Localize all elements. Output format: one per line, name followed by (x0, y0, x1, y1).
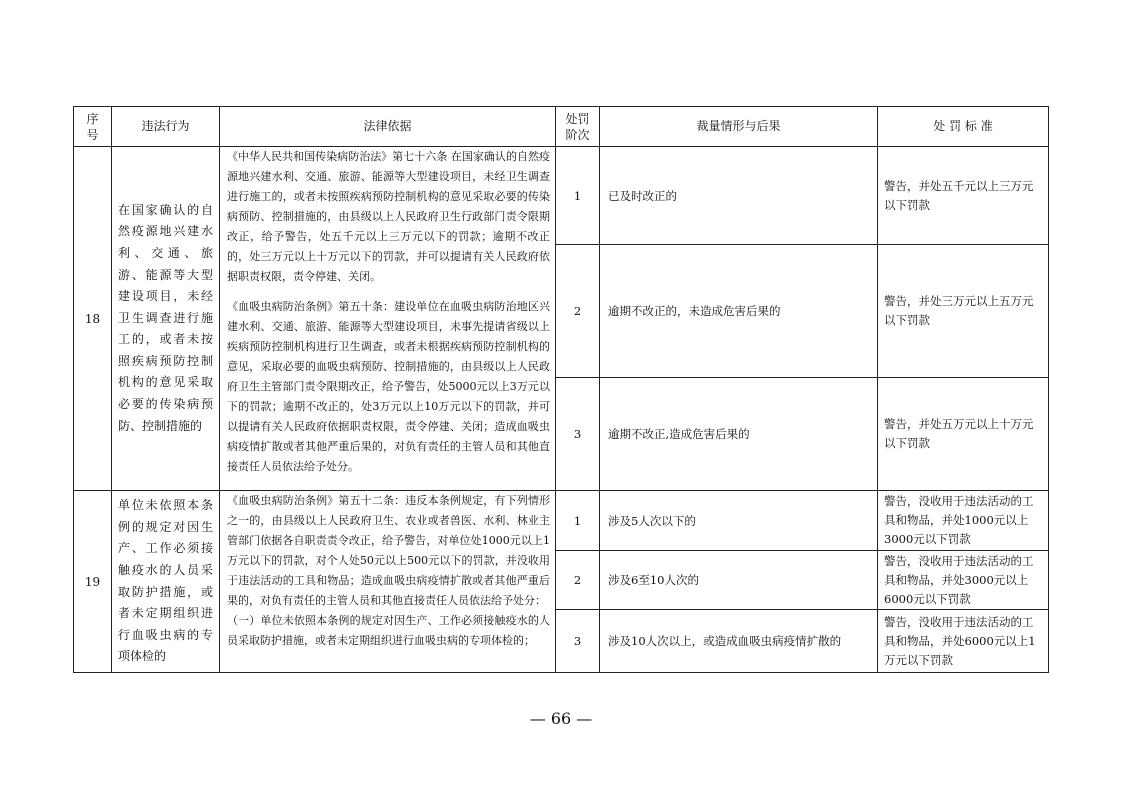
header-seq: 序号 (74, 107, 112, 147)
violation-behavior: 在国家确认的自然疫源地兴建水利、交通、旅游、能源等大型建设项目，未经卫生调查进行施工的，或者未按照疾病预防控制机构的意见采取必要的传染病预防、控制措施的 (112, 147, 220, 491)
legal-basis (220, 491, 556, 673)
penalty-level: 2 (556, 551, 600, 610)
circumstance: 涉及10人次以上，或造成血吸虫病疫情扩散的 (600, 610, 878, 673)
penalty-standard: 警告，没收用于违法活动的工具和物品，并处6000元以上1万元以下罚款 (878, 610, 1049, 673)
header-behavior: 违法行为 (112, 107, 220, 147)
row-seq: 18 (74, 147, 112, 491)
penalty-standard: 警告，并处五万元以上十万元以下罚款 (878, 378, 1049, 491)
penalty-standard: 警告，没收用于违法活动的工具和物品，并处1000元以上3000元以下罚款 (878, 491, 1049, 551)
penalty-level: 1 (556, 491, 600, 551)
penalty-standard: 警告，并处三万元以上五万元以下罚款 (878, 245, 1049, 378)
header-standard: 处 罚 标 准 (878, 107, 1049, 147)
row-seq: 19 (74, 491, 112, 673)
law-paragraph: 《血吸虫病防治条例》第五十条：建设单位在血吸虫病防治地区兴建水利、交通、旅游、能源等大型建设项目，未事先提请省级以上疾病预防控制机构进行卫生调查，或者未根据疾病预防控制机构的意见，采取必要的血吸虫病预防、控制措施的，由县级以上人民政府卫生主管部门责令限期改正，给予警告，处5000元以上3万元以下的罚款；逾期不改正的，处3万元以上10万元以下的罚款，并可以提请有关人民政府依据职责权限，责令停建、关闭；造成血吸虫病疫情扩散或者其他严重后果的，对负有责任的主管人员和其他直接责任人员依法给予处分。 (227, 300, 550, 473)
table-row (74, 147, 1049, 245)
header-law: 法律依据 (220, 107, 556, 147)
header-level: 处罚阶次 (556, 107, 600, 147)
circumstance: 已及时改正的 (600, 147, 878, 245)
violation-behavior: 单位未依照本条例的规定对因生产、工作必须接触疫水的人员采取防护措施，或者未定期组织进行血吸虫病的专项体检的 (112, 491, 220, 673)
penalty-table (73, 106, 1049, 673)
penalty-standard: 警告，并处五千元以上三万元以下罚款 (878, 147, 1049, 245)
circumstance: 涉及6至10人次的 (600, 551, 878, 610)
law-paragraph: （一）单位未依照本条例的规定对因生产、工作必须接触疫水的人员采取防护措施，或者未定期组织进行血吸虫病的专项体检的； (227, 614, 550, 647)
header-circumstance: 裁量情形与后果 (600, 107, 878, 147)
penalty-standard: 警告，没收用于违法活动的工具和物品，并处3000元以上6000元以下罚款 (878, 551, 1049, 610)
legal-basis (220, 147, 556, 491)
circumstance: 涉及5人次以下的 (600, 491, 878, 551)
penalty-level: 3 (556, 378, 600, 491)
penalty-level: 3 (556, 610, 600, 673)
table-row (74, 491, 1049, 551)
page-number: — 66 — (529, 709, 593, 728)
law-paragraph: 《中华人民共和国传染病防治法》第七十六条 在国家确认的自然疫源地兴建水利、交通、旅游、能源等大型建设项目，未经卫生调查进行施工的，或者未按照疾病预防控制机构的意见采取必要的传染病预防、控制措施的，由县级以上人民政府卫生行政部门责令限期改正，给予警告，处五千元以上三万元以下的罚款；逾期不改正的，处三万元以上十万元以下的罚款，并可以提请有关人民政府依据职责权限，责令停建、关闭。 (227, 150, 550, 283)
penalty-level: 2 (556, 245, 600, 378)
law-paragraph: 《血吸虫病防治条例》第五十二条：违反本条例规定，有下列情形之一的，由县级以上人民政府卫生、农业或者兽医、水利、林业主管部门依据各自职责责令改正，给予警告，对单位处1000元以上1万元以下的罚款，对个人处50元以上500元以下的罚款，并没收用于违法活动的工具和物品；造成血吸虫病疫情扩散或者其他严重后果的，对负有责任的主管人员和其他直接责任人员依法给予处分： (227, 494, 550, 607)
penalty-level: 1 (556, 147, 600, 245)
header-row (74, 107, 1049, 147)
circumstance: 逾期不改正,造成危害后果的 (600, 378, 878, 491)
circumstance: 逾期不改正的，未造成危害后果的 (600, 245, 878, 378)
